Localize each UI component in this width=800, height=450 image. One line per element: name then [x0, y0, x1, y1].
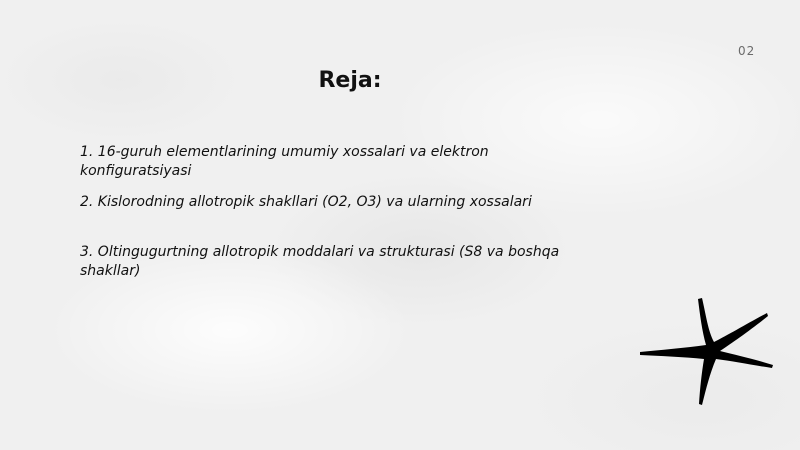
plan-item-1: 1. 16-guruh elementlarining umumiy xossalari va elektron konfiguratsiyasi — [80, 144, 489, 179]
plan-item-2: 2. Kislorodning allotropik shakllari (O2, O3) va ularning xossalari — [80, 194, 532, 210]
page-number: 02 — [738, 44, 756, 58]
plan-item-3: 3. Oltingugurtning allotropik moddalari va strukturasi (S8 va boshqa shakllar) — [80, 244, 560, 279]
sparkle-star-icon — [636, 295, 776, 410]
slide-title: Reja: — [318, 68, 382, 93]
